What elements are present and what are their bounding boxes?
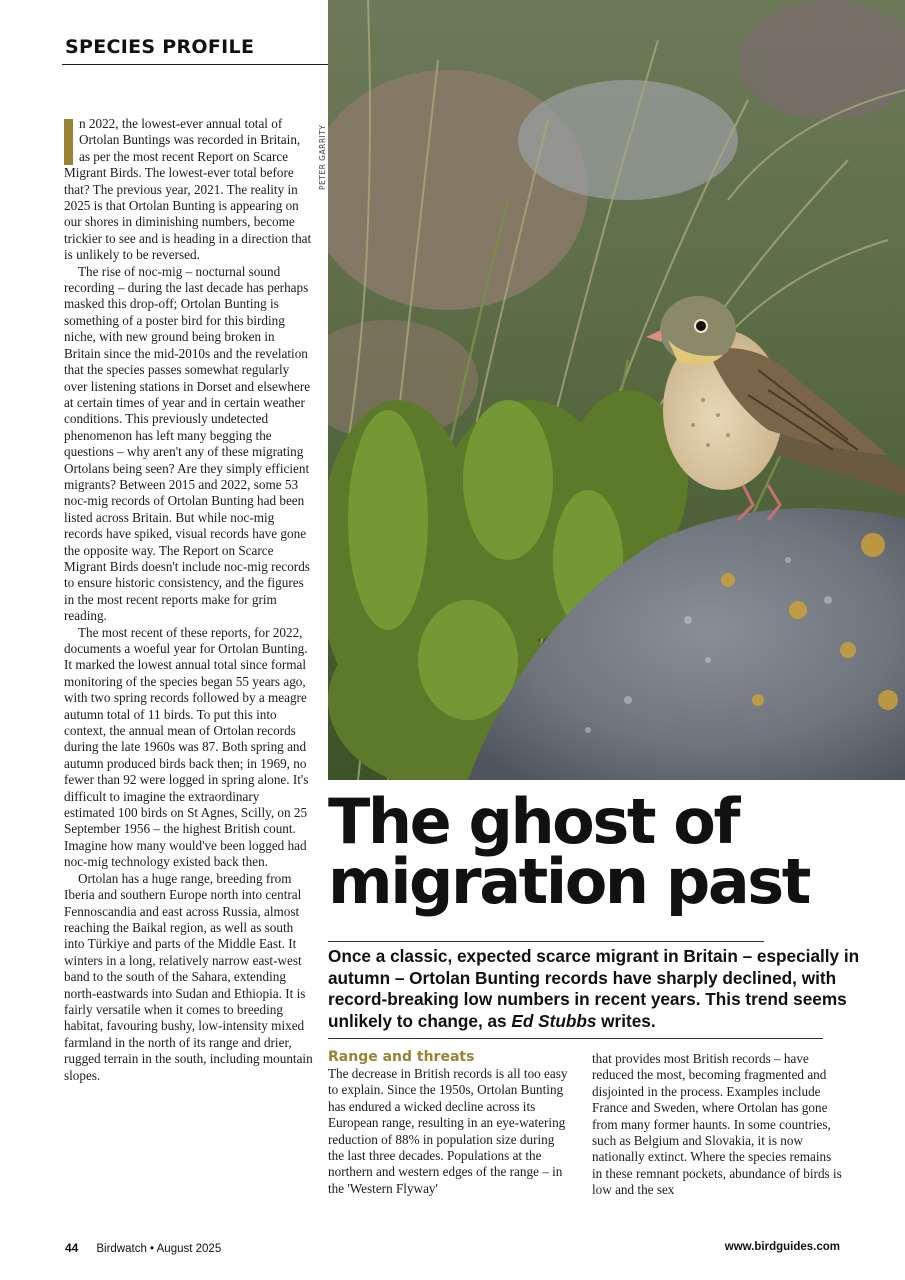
range-column-2 xyxy=(592,1051,842,1199)
standfirst-rule-top xyxy=(328,941,764,942)
standfirst-rule-bottom xyxy=(328,1038,823,1039)
photo-credit: PETER GARRITY xyxy=(318,124,327,190)
headline-line-2: migration past xyxy=(328,845,810,918)
subheading: Range and threats xyxy=(328,1049,475,1065)
bird-photo xyxy=(328,0,905,780)
body-paragraph: Ortolan has a huge range, breeding from Iberia and southern Europe north into central Fennoscandia and east across Russia, almost reaching the Baikal region, as well as south into Türkiye and parts of the Middle East. It winters in a long, relatively narrow east-west band to the south of the Sahara, extending north-eastwards into Sudan and Ethiopia. It is fairly versatile when it comes to breeding habitat, favouring bushy, low-intensity mixed farmland in the north of its range and drier, rugged terrain in the south, including mountain slopes. xyxy=(64,870,313,1083)
headline xyxy=(328,785,898,918)
footer-left xyxy=(65,1241,221,1255)
section-label: SPECIES PROFILE xyxy=(65,36,255,58)
body-paragraph: that provides most British records – have reduced the most, becoming fragmented and disjointed in the process. Examples include France and Sweden, where Ortolan has gone from many former haunts. In some countries, such as Belgium and Slovakia, it is now nationally extinct. Where the species remains in these remnant pockets, abundance of birds is low and the sex xyxy=(592,1051,842,1198)
author-name: Ed Stubbs xyxy=(511,1010,597,1031)
body-column xyxy=(64,116,313,1084)
page-number: 44 xyxy=(65,1241,79,1255)
footer-url: www.birdguides.com xyxy=(724,1241,840,1253)
standfirst: Once a classic, expected scarce migrant in Britain – especially in autumn – Ortolan Bunting records have sharply declined, with record-breaking low numbers in recent years. This trend seems unlikely to change, as Ed Stubbs writes. xyxy=(328,946,860,1031)
body-paragraph: The rise of noc-mig – nocturnal sound recording – during the last decade has perhaps masked this drop-off; Ortolan Bunting is something of a poster bird for this birding niche, with new ground being broken in Britain since the mid-2010s and the revelation that the species passes somewhat regularly over listening stations in Dorset and elsewhere at certain times of year and in certain weather conditions. This previously undetected phenomenon has left many begging the questions – why aren't any of these migrating Ortolans being seen? Are they simply efficient migrants? Between 2015 and 2022, some 53 noc-mig records of Ortolan Bunting had been listed across Britain. But while noc-mig records have spiked, visual records have gone the opposite way. The Report on Scarce Migrant Birds doesn't include noc-mig records to ensure historic consistency, and the figures in the most recent reports make for grim reading. xyxy=(64,263,311,624)
headline-line-1: The ghost of xyxy=(328,785,739,858)
body-paragraph: The most recent of these reports, for 2022, documents a woeful year for Ortolan Bunting. It marked the lowest annual total since formal monitoring of the species began 55 years ago, with two spring records followed by a meagre autumn total of 11 birds. To put this into context, the annual mean of Ortolan records during the late 1960s was 87. Both spring and autumn produced birds back then; in 1969, no fewer than 92 were logged in spring alone. It's difficult to imagine the extraordinary estimated 100 birds on St Agnes, Scilly, on 25 September 1956 – the highest British count. Imagine how many would've been logged had noc-mig technology existed back then. xyxy=(64,624,309,870)
drop-cap-bar xyxy=(64,119,73,165)
magazine-issue: Birdwatch • August 2025 xyxy=(96,1243,222,1255)
body-paragraph: The decrease in British records is all too easy to explain. Since the 1950s, Ortolan Bunting has endured a wicked decline across its European range, resulting in an eye-watering reduction of 88% in population size during the last three decades. Populations at the northern and western edges of the range – in the 'Western Flyway' xyxy=(328,1066,568,1196)
range-column-1 xyxy=(328,1049,573,1197)
body-paragraph: n 2022, the lowest-ever annual total of Ortolan Buntings was recorded in Britain, as per the most recent Report on Scarce Migrant Birds. The lowest-ever total before that? The previous year, 2021. The reality in 2025 is that Ortolan Bunting is appearing on our shores in diminishing numbers, become trickier to see and is heading in a direction that is unlikely to be reversed. xyxy=(64,116,312,263)
